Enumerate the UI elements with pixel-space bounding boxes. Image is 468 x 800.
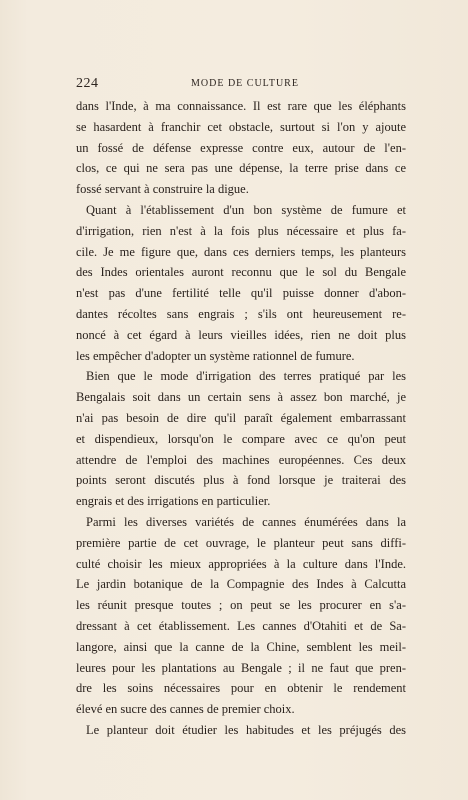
text-line: points seront discutés plus à fond lorsque je traiterai des bbox=[76, 473, 406, 488]
text-line: les empêcher d'adopter un système rationnel de fumure. bbox=[76, 348, 355, 363]
text-line: noncé à cet égard à leurs vieilles idées, rien ne doit plus bbox=[76, 327, 406, 342]
text-line: cile. Je me figure que, dans ces derniers temps, les planteurs bbox=[76, 244, 406, 259]
text-line: n'ai pas besoin de dire qu'il paraît également embarrassant bbox=[76, 410, 406, 425]
text-line: Le planteur doit étudier les habitudes et les préjugés des bbox=[86, 722, 406, 737]
text-line: culté choisir les mieux appropriées à la culture dans l'Inde. bbox=[76, 556, 406, 571]
text-line: les réunit presque toutes ; on peut se les procurer en s'a- bbox=[76, 598, 406, 613]
text-line: un fossé de défense expresse contre eux, autour de l'en- bbox=[76, 140, 406, 155]
text-line: Bengalais soit dans un certain sens à assez bon marché, je bbox=[76, 390, 406, 405]
text-line: dantes récoltes sans engrais ; s'ils ont heureusement re- bbox=[76, 306, 406, 321]
page-header bbox=[76, 76, 406, 96]
text-line: engrais et des irrigations en particulier. bbox=[76, 494, 271, 509]
text-line: d'irrigation, rien n'est à la fois plus nécessaire et plus fa- bbox=[76, 223, 406, 238]
text-line: clos, ce qui ne sera pas une dépense, la terre prise dans ce bbox=[76, 161, 406, 176]
text-line: première partie de cet ouvrage, le planteur peut sans diffi- bbox=[76, 535, 406, 550]
text-line: élevé en sucre des cannes de premier choix. bbox=[76, 702, 295, 717]
text-line: fossé servant à construire la digue. bbox=[76, 182, 249, 197]
page-number: 224 bbox=[76, 76, 99, 91]
text-line: Parmi les diverses variétés de cannes énumérées dans la bbox=[86, 514, 406, 529]
text-line: Le jardin botanique de la Compagnie des Indes à Calcutta bbox=[76, 577, 406, 592]
text-line: dre les soins nécessaires pour en obtenir le rendement bbox=[76, 681, 406, 696]
body-text bbox=[76, 96, 406, 741]
text-line: leures pour les plantations au Bengale ; il ne faut que pren- bbox=[76, 660, 406, 675]
text-line: attendre de l'emploi des machines européennes. Ces deux bbox=[76, 452, 406, 467]
text-line: Quant à l'établissement d'un bon système de fumure et bbox=[86, 202, 406, 217]
text-line: dans l'Inde, à ma connaissance. Il est rare que les éléphants bbox=[76, 99, 406, 113]
running-head: MODE DE CULTURE bbox=[191, 78, 299, 89]
text-line: des Indes orientales auront reconnu que le sol du Bengale bbox=[76, 265, 406, 280]
text-line: n'est pas d'une fertilité telle qu'il puisse donner d'abon- bbox=[76, 286, 406, 301]
text-line: et dispendieux, lorsqu'on le compare avec ce qu'on peut bbox=[76, 431, 406, 446]
text-line: dressant à cet établissement. Les cannes d'Otahiti et de Sa- bbox=[76, 618, 406, 633]
text-line: Bien que le mode d'irrigation des terres pratiqué par les bbox=[86, 369, 406, 384]
text-line: langore, ainsi que la canne de la Chine, semblent les meil- bbox=[76, 639, 406, 654]
text-line: se hasardent à franchir cet obstacle, surtout si l'on y ajoute bbox=[76, 119, 406, 134]
